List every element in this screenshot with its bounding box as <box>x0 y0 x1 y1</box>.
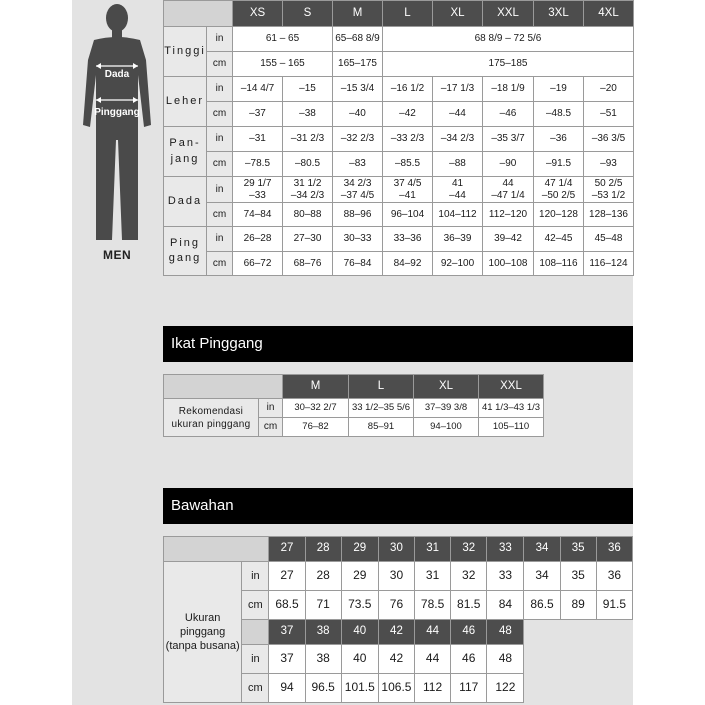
table-cell: –19 <box>534 77 584 102</box>
unit-in: in <box>242 562 269 591</box>
table-cell: 41 1/3–43 1/3 <box>479 399 544 418</box>
row-label-line: Pan- <box>169 137 201 150</box>
table-cell: 61 – 65 <box>233 27 333 52</box>
row-label-pinggang <box>164 227 207 276</box>
unit-cm: cm <box>207 203 233 227</box>
table-cell: 91.5 <box>596 591 632 620</box>
table-cell: 39–42 <box>483 227 534 252</box>
size-header: 28 <box>305 537 341 562</box>
table-cell: –15 <box>283 77 333 102</box>
row-label-panjang <box>164 127 207 177</box>
row-label-leher: Leher <box>164 77 207 127</box>
table-cell: –35 3/7 <box>483 127 534 152</box>
table-cell: 88–96 <box>333 203 383 227</box>
table-cell: 41 –44 <box>433 177 483 203</box>
table-cell: 45–48 <box>584 227 634 252</box>
table-cell: 33–36 <box>383 227 433 252</box>
table-cell: –78.5 <box>233 152 283 177</box>
table-cell: –46 <box>483 102 534 127</box>
table-cell: –40 <box>333 102 383 127</box>
size-header: XXL <box>483 1 534 27</box>
row-label-tinggi: Tinggi <box>164 27 207 77</box>
table-cell: 96–104 <box>383 203 433 227</box>
corner-cell <box>164 1 233 27</box>
size-header: 38 <box>305 620 341 645</box>
size-header: L <box>349 375 414 399</box>
unit-in: in <box>207 27 233 52</box>
table-cell: 128–136 <box>584 203 634 227</box>
table-cell: 44 –47 1/4 <box>483 177 534 203</box>
table-cell: 106.5 <box>378 674 414 703</box>
size-table <box>163 0 634 276</box>
row-label-line: Rekomendasi <box>178 405 244 417</box>
table-row <box>164 127 634 152</box>
size-header: XS <box>233 1 283 27</box>
row-label-line: jang <box>170 152 200 165</box>
table-cell: –37 <box>233 102 283 127</box>
section-title-bawahan: Bawahan <box>163 488 633 524</box>
table-cell: 80–88 <box>283 203 333 227</box>
size-header-row <box>164 375 544 399</box>
corner-cell <box>242 620 269 645</box>
table-cell: 29 1/7 –33 <box>233 177 283 203</box>
size-header: 31 <box>415 537 451 562</box>
table-cell: 76–84 <box>333 252 383 276</box>
size-header-row <box>164 1 634 27</box>
table-cell: 46 <box>451 645 487 674</box>
table-cell: 32 <box>451 562 487 591</box>
table-cell: 42–45 <box>534 227 584 252</box>
table-cell: 108–116 <box>534 252 584 276</box>
table-cell: 122 <box>487 674 524 703</box>
table-cell: 65–68 8/9 <box>333 27 383 52</box>
unit-cm: cm <box>207 102 233 127</box>
table-cell: 68.5 <box>269 591 305 620</box>
table-cell: 76 <box>378 591 414 620</box>
table-row <box>164 102 634 127</box>
table-row <box>164 227 634 252</box>
size-header: 40 <box>341 620 378 645</box>
size-header: M <box>283 375 349 399</box>
empty-cell <box>524 674 633 703</box>
gender-label: MEN <box>103 248 132 262</box>
table-cell: 78.5 <box>415 591 451 620</box>
corner-cell <box>164 375 283 399</box>
unit-in: in <box>259 399 283 418</box>
size-header: 33 <box>487 537 524 562</box>
table-row <box>164 177 634 203</box>
unit-in: in <box>207 177 233 203</box>
table-cell: 38 <box>305 645 341 674</box>
table-cell: 40 <box>341 645 378 674</box>
table-row <box>164 152 634 177</box>
table-cell: –48.5 <box>534 102 584 127</box>
row-label-rekomendasi <box>164 399 259 437</box>
empty-cell <box>524 645 633 674</box>
row-label-dada: Dada <box>164 177 207 227</box>
size-header: 46 <box>451 620 487 645</box>
table-row <box>164 203 634 227</box>
table-cell: 30–32 2/7 <box>283 399 349 418</box>
table-cell: 30 <box>378 562 414 591</box>
table-cell: 71 <box>305 591 341 620</box>
table-cell: –16 1/2 <box>383 77 433 102</box>
table-cell: 42 <box>378 645 414 674</box>
size-header: XL <box>433 1 483 27</box>
table-cell: 101.5 <box>341 674 378 703</box>
table-cell: 76–82 <box>283 418 349 437</box>
table-cell: –34 2/3 <box>433 127 483 152</box>
row-label-line: (tanpa busana) <box>165 640 240 653</box>
unit-in: in <box>242 645 269 674</box>
table-cell: 37–39 3/8 <box>414 399 479 418</box>
size-header: 48 <box>487 620 524 645</box>
table-cell: 37 <box>269 645 305 674</box>
table-cell: 48 <box>487 645 524 674</box>
table-row <box>164 562 633 591</box>
size-header-row <box>164 537 633 562</box>
table-cell: 36 <box>596 562 632 591</box>
row-label-line: pinggang <box>180 625 226 638</box>
table-cell: –36 <box>534 127 584 152</box>
size-header: 37 <box>269 620 305 645</box>
size-header: 27 <box>269 537 305 562</box>
size-header: 34 <box>524 537 560 562</box>
table-cell: –14 4/7 <box>233 77 283 102</box>
size-header: 36 <box>596 537 632 562</box>
table-cell: –44 <box>433 102 483 127</box>
belt-size-table <box>163 374 544 437</box>
table-cell: 86.5 <box>524 591 560 620</box>
table-cell: 85–91 <box>349 418 414 437</box>
table-cell: –38 <box>283 102 333 127</box>
table-cell: 165–175 <box>333 52 383 77</box>
empty-cell <box>524 620 633 645</box>
table-cell: –31 2/3 <box>283 127 333 152</box>
size-header: XL <box>414 375 479 399</box>
table-cell: 116–124 <box>584 252 634 276</box>
unit-cm: cm <box>242 591 269 620</box>
bottoms-size-table <box>163 536 633 703</box>
unit-cm: cm <box>259 418 283 437</box>
table-cell: 112–120 <box>483 203 534 227</box>
section-title-ikat-pinggang: Ikat Pinggang <box>163 326 633 362</box>
table-cell: 100–108 <box>483 252 534 276</box>
table-cell: 81.5 <box>451 591 487 620</box>
table-cell: –42 <box>383 102 433 127</box>
table-cell: –36 3/5 <box>584 127 634 152</box>
table-cell: 30–33 <box>333 227 383 252</box>
table-cell: 27 <box>269 562 305 591</box>
table-cell: 66–72 <box>233 252 283 276</box>
table-cell: –20 <box>584 77 634 102</box>
table-cell: –33 2/3 <box>383 127 433 152</box>
unit-in: in <box>207 227 233 252</box>
table-cell: 33 <box>487 562 524 591</box>
table-cell: 68–76 <box>283 252 333 276</box>
table-cell: 31 <box>415 562 451 591</box>
unit-cm: cm <box>207 52 233 77</box>
row-label-ukuran-pinggang <box>164 562 242 703</box>
chest-label: Dada <box>104 69 130 80</box>
table-cell: 120–128 <box>534 203 584 227</box>
table-cell: 89 <box>560 591 596 620</box>
male-silhouette-icon <box>72 0 162 245</box>
table-cell: –85.5 <box>383 152 433 177</box>
table-cell: 117 <box>451 674 487 703</box>
table-cell: –80.5 <box>283 152 333 177</box>
row-label-line: ukuran pinggang <box>171 418 251 430</box>
table-cell: –31 <box>233 127 283 152</box>
unit-in: in <box>207 127 233 152</box>
size-header: 3XL <box>534 1 584 27</box>
table-cell: 112 <box>415 674 451 703</box>
table-cell: 73.5 <box>341 591 378 620</box>
table-row <box>164 27 634 52</box>
table-cell: 28 <box>305 562 341 591</box>
size-header: 30 <box>378 537 414 562</box>
size-header: 32 <box>451 537 487 562</box>
size-header: L <box>383 1 433 27</box>
table-cell: –32 2/3 <box>333 127 383 152</box>
unit-in: in <box>207 77 233 102</box>
table-row <box>164 77 634 102</box>
table-cell: 44 <box>415 645 451 674</box>
table-cell: –51 <box>584 102 634 127</box>
size-header: XXL <box>479 375 544 399</box>
table-cell: 35 <box>560 562 596 591</box>
row-label-line: gang <box>168 252 202 264</box>
table-cell: –18 1/9 <box>483 77 534 102</box>
unit-cm: cm <box>242 674 269 703</box>
table-cell: –93 <box>584 152 634 177</box>
table-cell: 84–92 <box>383 252 433 276</box>
table-row <box>164 52 634 77</box>
unit-cm: cm <box>207 252 233 276</box>
table-cell: –91.5 <box>534 152 584 177</box>
corner-cell <box>164 537 269 562</box>
size-header: 44 <box>415 620 451 645</box>
table-cell: 31 1/2 –34 2/3 <box>283 177 333 203</box>
table-row <box>164 252 634 276</box>
size-header: 42 <box>378 620 414 645</box>
table-row <box>164 399 544 418</box>
table-cell: –90 <box>483 152 534 177</box>
size-header: 35 <box>560 537 596 562</box>
table-cell: 105–110 <box>479 418 544 437</box>
table-cell: 84 <box>487 591 524 620</box>
table-cell: 33 1/2–35 5/6 <box>349 399 414 418</box>
table-cell: 104–112 <box>433 203 483 227</box>
body-figure <box>72 0 162 275</box>
table-cell: 26–28 <box>233 227 283 252</box>
table-cell: –17 1/3 <box>433 77 483 102</box>
table-cell: 37 4/5 –41 <box>383 177 433 203</box>
table-cell: –88 <box>433 152 483 177</box>
row-label-line: Ping <box>169 236 201 249</box>
table-cell: 94 <box>269 674 305 703</box>
table-cell: 94–100 <box>414 418 479 437</box>
size-header: M <box>333 1 383 27</box>
table-cell: 155 – 165 <box>233 52 333 77</box>
table-cell: 96.5 <box>305 674 341 703</box>
table-cell: 34 2/3 –37 4/5 <box>333 177 383 203</box>
table-cell: 68 8/9 – 72 5/6 <box>383 27 634 52</box>
table-cell: 50 2/5 –53 1/2 <box>584 177 634 203</box>
table-cell: 47 1/4 –50 2/5 <box>534 177 584 203</box>
size-header: 4XL <box>584 1 634 27</box>
size-header: 29 <box>341 537 378 562</box>
waist-label: Pinggang <box>94 107 140 118</box>
row-label-line: Ukuran <box>184 611 221 624</box>
table-cell: –83 <box>333 152 383 177</box>
table-cell: 34 <box>524 562 560 591</box>
table-cell: 29 <box>341 562 378 591</box>
table-cell: 92–100 <box>433 252 483 276</box>
table-cell: 175–185 <box>383 52 634 77</box>
unit-cm: cm <box>207 152 233 177</box>
table-cell: –15 3/4 <box>333 77 383 102</box>
size-header: S <box>283 1 333 27</box>
table-cell: 27–30 <box>283 227 333 252</box>
table-cell: 74–84 <box>233 203 283 227</box>
table-cell: 36–39 <box>433 227 483 252</box>
